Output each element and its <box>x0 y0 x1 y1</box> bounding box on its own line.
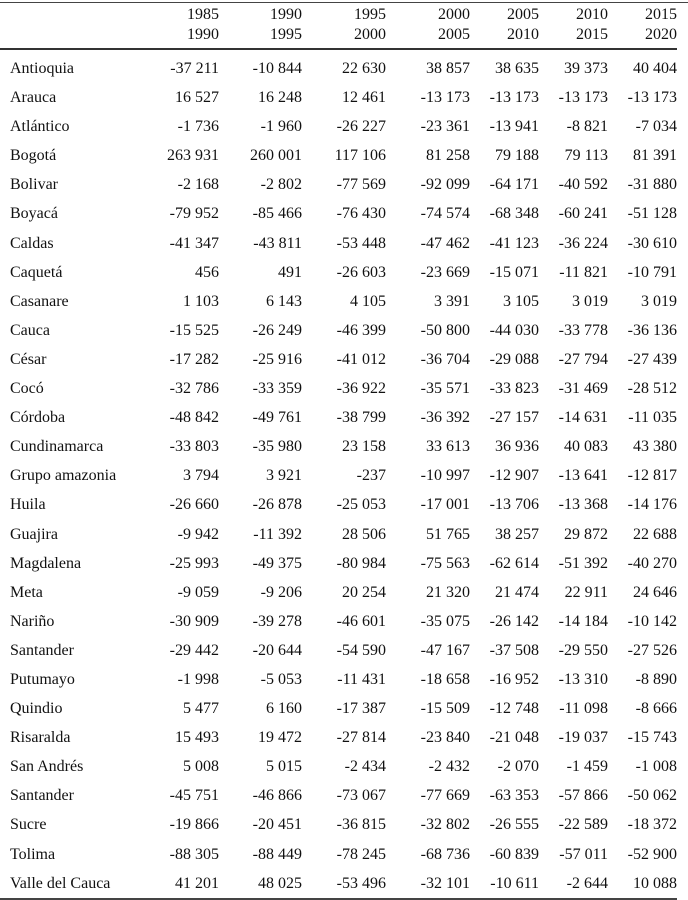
department-name: Cundinamarca <box>10 438 104 456</box>
net-migration-value: 81 391 <box>633 147 677 165</box>
net-migration-value: -9 942 <box>177 525 219 543</box>
net-migration-value: -31 469 <box>558 380 608 398</box>
net-migration-value: -25 053 <box>336 496 386 514</box>
net-migration-value: -5 053 <box>260 670 302 688</box>
net-migration-value: -33 778 <box>558 321 608 339</box>
net-migration-value: -10 611 <box>470 869 539 899</box>
top-rule <box>0 2 688 3</box>
table-row <box>0 752 677 781</box>
net-migration-value: -27 439 <box>627 350 677 368</box>
net-migration-value: -37 508 <box>489 641 539 659</box>
net-migration-value: 5 477 <box>183 700 219 718</box>
net-migration-value: -26 249 <box>252 321 302 339</box>
header-period-start: 2005 <box>507 6 539 23</box>
department-name: Caquetá <box>10 263 63 281</box>
net-migration-value: -36 922 <box>336 380 386 398</box>
net-migration-value: -12 907 <box>489 467 539 485</box>
header-blank <box>0 5 150 25</box>
net-migration-value: 3 391 <box>434 292 470 310</box>
net-migration-value: -12 748 <box>489 700 539 718</box>
net-migration-value: 38 857 <box>426 60 470 77</box>
net-migration-value: -13 706 <box>489 496 539 514</box>
net-migration-value: 22 630 <box>342 60 386 77</box>
net-migration-value: -2 802 <box>260 176 302 194</box>
net-migration-value: -35 075 <box>420 612 470 630</box>
net-migration-value: 1 103 <box>183 292 219 310</box>
table-row <box>0 665 677 694</box>
net-migration-value: -32 101 <box>386 869 470 899</box>
net-migration-value: -46 866 <box>252 787 302 805</box>
net-migration-value: 36 936 <box>495 438 539 456</box>
net-migration-value: 79 113 <box>564 147 608 165</box>
net-migration-value: -28 512 <box>627 380 677 398</box>
net-migration-value: -13 310 <box>558 670 608 688</box>
net-migration-value: -13 368 <box>558 496 608 514</box>
net-migration-value: -27 157 <box>489 409 539 427</box>
department-name: César <box>10 350 47 368</box>
header-blank <box>0 25 150 49</box>
net-migration-value: -13 173 <box>489 89 539 107</box>
net-migration-value: -13 941 <box>489 118 539 136</box>
department-name: Huila <box>10 496 46 514</box>
table-row <box>0 723 677 752</box>
net-migration-value: -11 431 <box>337 670 386 688</box>
header-period-end: 2000 <box>302 25 386 49</box>
net-migration-value: -12 817 <box>627 467 677 485</box>
net-migration-value: -15 525 <box>169 321 219 339</box>
net-migration-value: 81 258 <box>426 147 470 165</box>
net-migration-value: 21 474 <box>495 583 539 601</box>
header-period-start: 2010 <box>576 6 608 23</box>
net-migration-value: 16 248 <box>258 89 302 107</box>
net-migration-value: 22 688 <box>633 525 677 543</box>
net-migration-value: -60 241 <box>558 205 608 223</box>
net-migration-value: -48 842 <box>169 409 219 427</box>
net-migration-value: -41 012 <box>336 350 386 368</box>
net-migration-value: -38 799 <box>336 409 386 427</box>
department-name: Guajira <box>10 525 58 543</box>
net-migration-value: -19 866 <box>169 816 219 834</box>
net-migration-value: -17 387 <box>336 700 386 718</box>
net-migration-value: -7 034 <box>635 118 677 136</box>
net-migration-value: -46 601 <box>336 612 386 630</box>
net-migration-value: -49 761 <box>252 409 302 427</box>
net-migration-value: -11 392 <box>253 525 302 543</box>
net-migration-value: -26 555 <box>489 816 539 834</box>
net-migration-value: 22 911 <box>564 583 608 601</box>
net-migration-value: 33 613 <box>426 438 470 456</box>
net-migration-value: 40 404 <box>633 60 677 77</box>
net-migration-value: -27 526 <box>627 641 677 659</box>
net-migration-value: -37 211 <box>170 60 219 77</box>
net-migration-value: -30 909 <box>169 612 219 630</box>
net-migration-value: -9 206 <box>260 583 302 601</box>
department-name: San Andrés <box>10 758 84 776</box>
net-migration-value: -26 142 <box>489 612 539 630</box>
net-migration-value: -13 641 <box>558 467 608 485</box>
header-period-start: 2000 <box>438 6 470 23</box>
net-migration-value: -23 669 <box>420 263 470 281</box>
net-migration-value: -51 392 <box>558 554 608 572</box>
net-migration-value: -14 184 <box>558 612 608 630</box>
net-migration-value: -73 067 <box>336 787 386 805</box>
net-migration-value: -92 099 <box>420 176 470 194</box>
department-name: Antioquia <box>10 60 74 77</box>
net-migration-value: -23 361 <box>420 118 470 136</box>
department-name: Santander <box>10 787 74 805</box>
table-row <box>0 287 677 316</box>
net-migration-value: -77 669 <box>420 787 470 805</box>
table-row <box>0 83 677 112</box>
net-migration-value: 6 160 <box>266 700 302 718</box>
net-migration-value: 263 931 <box>167 147 219 165</box>
department-name: Meta <box>10 583 43 601</box>
header-period-end: 2015 <box>539 25 608 49</box>
table-row <box>0 578 677 607</box>
department-name: Atlántico <box>10 118 70 136</box>
net-migration-value: -16 952 <box>489 670 539 688</box>
net-migration-value: -1 008 <box>635 758 677 776</box>
net-migration-value: -74 574 <box>420 205 470 223</box>
net-migration-value: 39 373 <box>564 60 608 77</box>
table-row <box>0 781 677 810</box>
table-row <box>0 170 677 199</box>
net-migration-value: 260 001 <box>250 147 302 165</box>
department-name: Cocó <box>10 380 44 398</box>
net-migration-value: -27 814 <box>336 729 386 747</box>
table-row <box>0 490 677 519</box>
net-migration-value: -1 998 <box>177 670 219 688</box>
net-migration-value: -35 980 <box>252 438 302 456</box>
net-migration-value: -57 011 <box>559 845 608 863</box>
net-migration-value: 24 646 <box>633 583 677 601</box>
net-migration-value: 79 188 <box>495 147 539 165</box>
table-row <box>0 49 677 83</box>
header-period-start: 1990 <box>270 6 302 23</box>
net-migration-value: 3 019 <box>641 292 677 310</box>
net-migration-value: 3 921 <box>266 467 302 485</box>
header-period-end: 2005 <box>386 25 470 49</box>
net-migration-value: 5 015 <box>266 758 302 776</box>
header-period-start: 1995 <box>354 6 386 23</box>
table-row <box>0 694 677 723</box>
migration-table <box>0 5 677 900</box>
department-name: Córdoba <box>10 409 66 427</box>
net-migration-value: 19 472 <box>258 729 302 747</box>
net-migration-value: -19 037 <box>558 729 608 747</box>
net-migration-value: 51 765 <box>426 525 470 543</box>
table-row <box>0 316 677 345</box>
net-migration-value: 21 320 <box>426 583 470 601</box>
net-migration-value: 20 254 <box>342 583 386 601</box>
net-migration-value: -41 347 <box>169 234 219 252</box>
net-migration-value: -26 227 <box>336 118 386 136</box>
table-row <box>0 141 677 170</box>
department-name: Caldas <box>10 234 54 252</box>
net-migration-value: -53 496 <box>302 869 386 899</box>
net-migration-value: -47 462 <box>420 234 470 252</box>
net-migration-value: 38 635 <box>495 60 539 77</box>
net-migration-value: -88 449 <box>252 845 302 863</box>
net-migration-value: 23 158 <box>342 438 386 456</box>
net-migration-value: -36 136 <box>627 321 677 339</box>
net-migration-value: -85 466 <box>252 205 302 223</box>
net-migration-value: -11 098 <box>559 700 608 718</box>
net-migration-value: -2 432 <box>428 758 470 776</box>
table-body <box>0 49 677 899</box>
net-migration-value: -51 128 <box>627 205 677 223</box>
net-migration-value: -36 392 <box>420 409 470 427</box>
net-migration-value: -8 890 <box>635 670 677 688</box>
department-name: Magdalena <box>10 554 82 572</box>
department-name: Putumayo <box>10 670 75 688</box>
net-migration-value: -13 173 <box>420 89 470 107</box>
net-migration-value: -23 840 <box>420 729 470 747</box>
net-migration-value: -32 802 <box>420 816 470 834</box>
net-migration-value: -39 278 <box>252 612 302 630</box>
header-period-start: 2015 <box>645 6 677 23</box>
department-name: Grupo amazonia <box>10 467 117 485</box>
net-migration-value: -10 142 <box>627 612 677 630</box>
net-migration-value: -88 305 <box>169 845 219 863</box>
net-migration-value: -237 <box>356 467 386 485</box>
net-migration-value: 12 461 <box>342 89 386 107</box>
net-migration-value: -2 434 <box>344 758 386 776</box>
net-migration-value: -8 821 <box>566 118 608 136</box>
net-migration-value: -45 751 <box>169 787 219 805</box>
department-name: Santander <box>10 641 74 659</box>
net-migration-value: -36 224 <box>558 234 608 252</box>
net-migration-value: -33 823 <box>489 380 539 398</box>
department-name: Arauca <box>10 89 57 107</box>
net-migration-value: -50 062 <box>627 787 677 805</box>
table-row <box>0 403 677 432</box>
department-name: Nariño <box>10 612 55 630</box>
department-name: Casanare <box>10 292 69 310</box>
net-migration-value: -14 176 <box>627 496 677 514</box>
header-period-end: 2020 <box>608 25 677 49</box>
department-name: Tolima <box>10 845 56 863</box>
net-migration-value: 3 019 <box>572 292 608 310</box>
net-migration-value: -75 563 <box>420 554 470 572</box>
table-row <box>0 258 677 287</box>
net-migration-value: -77 569 <box>336 176 386 194</box>
net-migration-value: -11 035 <box>628 409 677 427</box>
net-migration-value: -27 794 <box>558 350 608 368</box>
net-migration-value: -15 071 <box>489 263 539 281</box>
department-name: Risaralda <box>10 729 71 747</box>
table-row <box>0 229 677 258</box>
net-migration-value: 29 872 <box>564 525 608 543</box>
net-migration-value: -2 644 <box>539 869 608 899</box>
net-migration-value: -29 088 <box>489 350 539 368</box>
table-header <box>0 5 677 49</box>
net-migration-value: -46 399 <box>336 321 386 339</box>
table-row <box>0 374 677 403</box>
net-migration-value: -36 704 <box>420 350 470 368</box>
net-migration-value: 38 257 <box>495 525 539 543</box>
net-migration-value: -18 658 <box>420 670 470 688</box>
net-migration-value: -50 800 <box>420 321 470 339</box>
net-migration-value: -63 353 <box>489 787 539 805</box>
net-migration-value: 491 <box>278 263 302 281</box>
net-migration-value: -60 839 <box>489 845 539 863</box>
net-migration-value: -36 815 <box>336 816 386 834</box>
net-migration-value: -31 880 <box>627 176 677 194</box>
net-migration-value: 117 106 <box>334 147 386 165</box>
net-migration-value: -33 803 <box>169 438 219 456</box>
net-migration-value: -17 282 <box>169 350 219 368</box>
header-period-end: 1995 <box>219 25 302 49</box>
net-migration-value: -32 786 <box>169 380 219 398</box>
header-period-end: 1990 <box>150 25 219 49</box>
net-migration-value: -68 348 <box>489 205 539 223</box>
net-migration-value: -26 660 <box>169 496 219 514</box>
net-migration-value: -26 603 <box>336 263 386 281</box>
table-row <box>0 840 677 869</box>
net-migration-value: -53 448 <box>336 234 386 252</box>
net-migration-value: -43 811 <box>253 234 302 252</box>
net-migration-value: -22 589 <box>558 816 608 834</box>
header-period-end: 2010 <box>470 25 539 49</box>
net-migration-value: -8 666 <box>635 700 677 718</box>
net-migration-value: 3 105 <box>503 292 539 310</box>
net-migration-value: -47 167 <box>420 641 470 659</box>
net-migration-value: -52 900 <box>627 845 677 863</box>
net-migration-value: -2 070 <box>497 758 539 776</box>
net-migration-value: 16 527 <box>175 89 219 107</box>
net-migration-value: -20 644 <box>252 641 302 659</box>
net-migration-value: -20 451 <box>252 816 302 834</box>
department-name: Quindio <box>10 700 63 718</box>
net-migration-value: -10 791 <box>627 263 677 281</box>
table-row <box>0 345 677 374</box>
net-migration-value: -1 459 <box>566 758 608 776</box>
net-migration-value: 40 083 <box>564 438 608 456</box>
net-migration-value: -49 375 <box>252 554 302 572</box>
net-migration-value: 41 201 <box>150 869 219 899</box>
net-migration-value: -25 916 <box>252 350 302 368</box>
net-migration-value: -40 270 <box>627 554 677 572</box>
table-row <box>0 520 677 549</box>
net-migration-value: 5 008 <box>183 758 219 776</box>
net-migration-value: 28 506 <box>342 525 386 543</box>
net-migration-value: -11 821 <box>559 263 608 281</box>
net-migration-value: 6 143 <box>266 292 302 310</box>
net-migration-value: -18 372 <box>627 816 677 834</box>
table-row <box>0 607 677 636</box>
department-name: Valle del Cauca <box>0 869 150 899</box>
net-migration-value: -33 359 <box>252 380 302 398</box>
net-migration-value: -44 030 <box>489 321 539 339</box>
table-row <box>0 869 677 899</box>
net-migration-value: -13 173 <box>558 89 608 107</box>
net-migration-value: 4 105 <box>350 292 386 310</box>
net-migration-value: -14 631 <box>558 409 608 427</box>
net-migration-value: -17 001 <box>420 496 470 514</box>
net-migration-value: -30 610 <box>627 234 677 252</box>
net-migration-value: -9 059 <box>177 583 219 601</box>
net-migration-value: -29 442 <box>169 641 219 659</box>
department-name: Bogotá <box>10 147 57 165</box>
table-row <box>0 636 677 665</box>
net-migration-value: -21 048 <box>489 729 539 747</box>
net-migration-value: -2 168 <box>177 176 219 194</box>
net-migration-value: -76 430 <box>336 205 386 223</box>
table-row <box>0 112 677 141</box>
net-migration-value: -57 866 <box>558 787 608 805</box>
net-migration-value: -62 614 <box>489 554 539 572</box>
net-migration-value: -41 123 <box>489 234 539 252</box>
net-migration-value: -78 245 <box>336 845 386 863</box>
net-migration-value: -54 590 <box>336 641 386 659</box>
table-row <box>0 549 677 578</box>
net-migration-value: -1 736 <box>177 118 219 136</box>
net-migration-value: 48 025 <box>219 869 302 899</box>
net-migration-value: -1 960 <box>260 118 302 136</box>
net-migration-value: -29 550 <box>558 641 608 659</box>
net-migration-value: -25 993 <box>169 554 219 572</box>
department-name: Cauca <box>10 321 50 339</box>
net-migration-value: -26 878 <box>252 496 302 514</box>
department-name: Sucre <box>10 816 47 834</box>
net-migration-value: 15 493 <box>175 729 219 747</box>
net-migration-value: -68 736 <box>420 845 470 863</box>
header-period-start: 1985 <box>187 6 219 23</box>
net-migration-value: 3 794 <box>183 467 219 485</box>
net-migration-value: -10 997 <box>420 467 470 485</box>
department-name: Bolivar <box>10 176 58 194</box>
department-name: Boyacá <box>10 205 58 223</box>
table-row <box>0 461 677 490</box>
net-migration-value: 456 <box>195 263 219 281</box>
net-migration-value: -64 171 <box>489 176 539 194</box>
net-migration-value: -10 844 <box>252 60 302 77</box>
net-migration-value: -15 743 <box>627 729 677 747</box>
table-row <box>0 810 677 839</box>
table-row <box>0 199 677 228</box>
table-row <box>0 432 677 461</box>
net-migration-value: 43 380 <box>633 438 677 456</box>
net-migration-value: -15 509 <box>420 700 470 718</box>
net-migration-value: -13 173 <box>627 89 677 107</box>
net-migration-value: -80 984 <box>336 554 386 572</box>
net-migration-value: -35 571 <box>420 380 470 398</box>
net-migration-value: -40 592 <box>558 176 608 194</box>
net-migration-value: -79 952 <box>169 205 219 223</box>
net-migration-value: 10 088 <box>608 869 677 899</box>
